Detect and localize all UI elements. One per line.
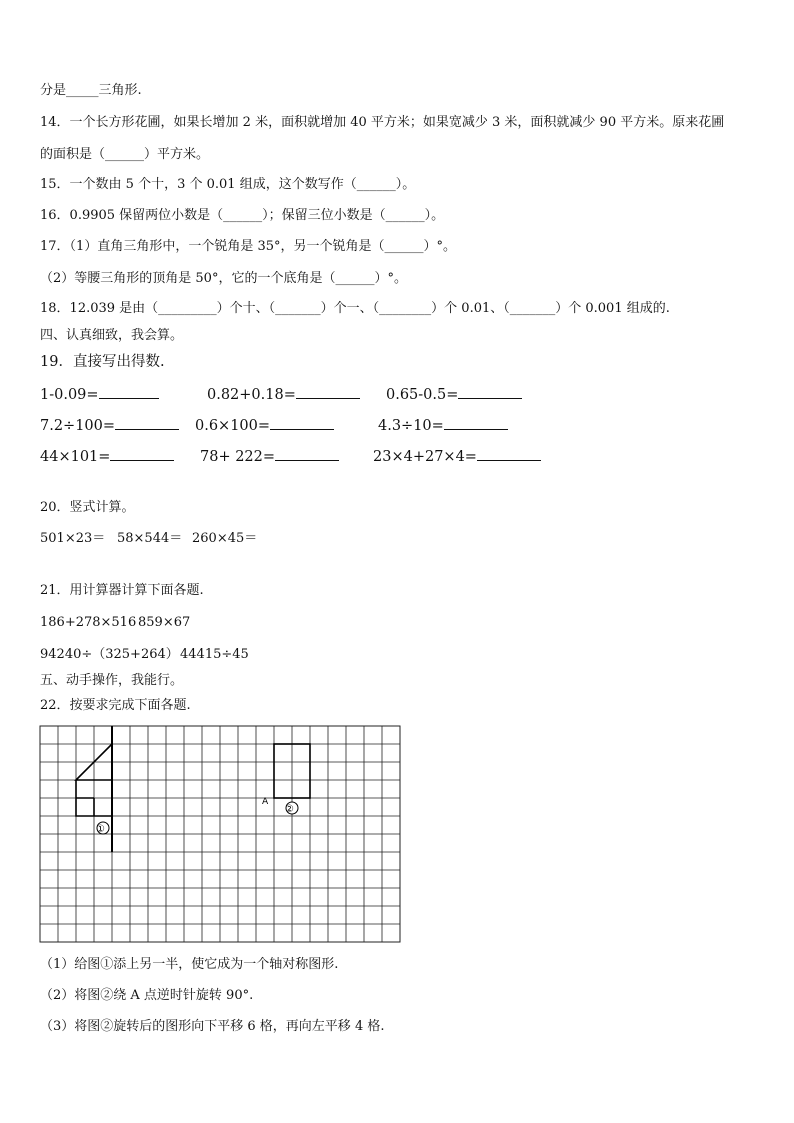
section-5-heading: 五、动手操作，我能行。 — [40, 673, 184, 688]
q19-title: 19．直接写出得数. — [40, 354, 165, 370]
q19-item: 23×4+27×4= — [373, 448, 541, 466]
q19-item: 7.2÷100= — [40, 417, 179, 435]
q17-part1: 17．（1）直角三角形中，一个锐角是 35°，另一个锐角是（______）°。 — [40, 239, 456, 254]
q19-item: 0.82+0.18= — [207, 386, 360, 404]
q21-item: 94240÷（325+264） — [40, 647, 179, 662]
figure-2-label: ② — [285, 804, 294, 815]
section-4-heading: 四、认真细致，我会算。 — [40, 328, 184, 343]
q22-task-3: （3）将图②旋转后的图形向下平移 6 格，再向左平移 4 格. — [40, 1019, 385, 1034]
q19-item: 1-0.09= — [40, 386, 159, 404]
q19-item: 44×101= — [40, 448, 174, 466]
q21-item: 186+278×516 — [40, 615, 137, 630]
q20-item: 58×544＝ — [117, 531, 183, 546]
q20-item: 501×23＝ — [40, 531, 106, 546]
q15: 15．一个数由 5 个十，3 个 0.01 组成，这个数写作（______）。 — [40, 177, 416, 192]
q20-item: 260×45＝ — [192, 531, 258, 546]
q20-title: 20．竖式计算。 — [40, 500, 135, 515]
q17-part2: （2）等腰三角形的顶角是 50°，它的一个底角是（______）°。 — [40, 271, 407, 286]
q14-line2: 的面积是（______）平方米。 — [40, 147, 210, 162]
point-a-label: A — [262, 797, 269, 807]
q22-task-2: （2）将图②绕 A 点逆时针旋转 90°. — [40, 988, 254, 1003]
q19-item: 4.3÷10= — [378, 417, 508, 435]
q21-item: 44415÷45 — [180, 647, 249, 662]
q21-title: 21．用计算器计算下面各题. — [40, 583, 204, 598]
grid-lines — [40, 726, 400, 942]
q21-item: 859×67 — [138, 615, 191, 630]
q19-item: 78+ 222= — [200, 448, 339, 466]
q19-item: 0.65-0.5= — [386, 386, 522, 404]
figure-1-label: ① — [96, 824, 105, 835]
q14-line1: 14．一个长方形花圃，如果长增加 2 米，面积就增加 40 平方米；如果宽减少 3 米，面积就减少 90 平方米。原来花圃 — [40, 115, 725, 130]
q16: 16．0.9905 保留两位小数是（______）；保留三位小数是（______）。 — [40, 208, 445, 223]
q19-item: 0.6×100= — [195, 417, 334, 435]
q22-title: 22．按要求完成下面各题. — [40, 698, 191, 713]
q18: 18．12.039 是由（_________）个十、（_______）个一、（________）个 0.01、（_______）个 0.001 组成的. — [40, 301, 670, 316]
q22-task-1: （1）给图①添上另一半，使它成为一个轴对称图形. — [40, 957, 339, 972]
q13-tail: 分是_____三角形. — [40, 83, 142, 98]
